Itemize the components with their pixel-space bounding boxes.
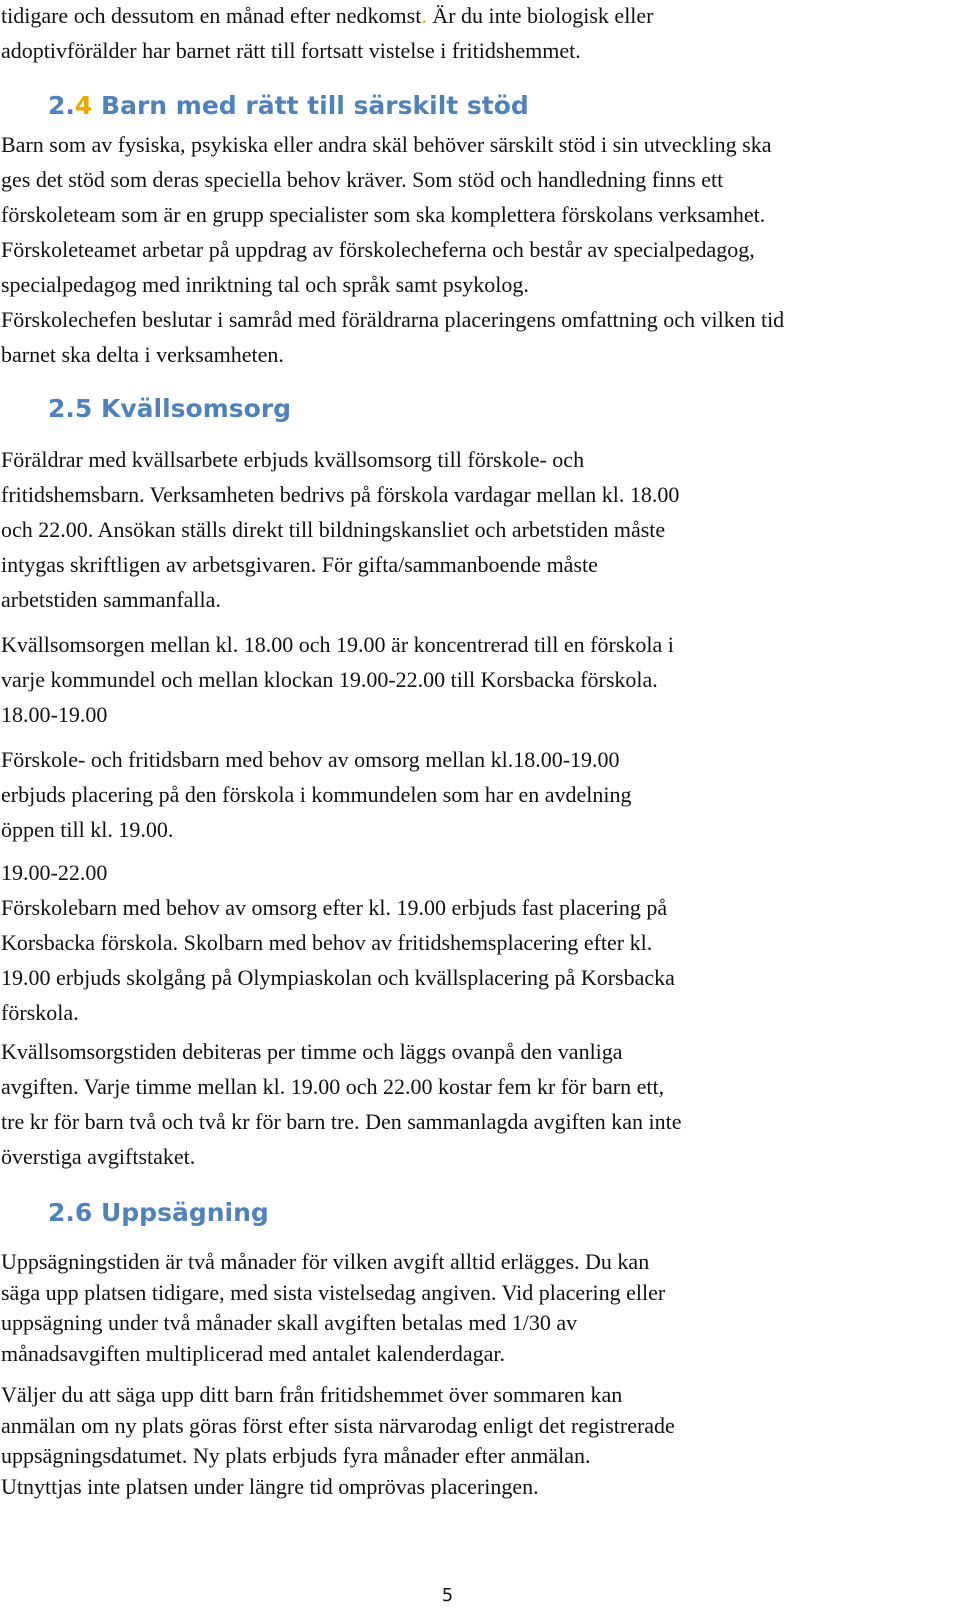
text-line: anmälan om ny plats göras först efter sista närvarodag enligt det registrerade — [1, 1412, 675, 1438]
section-2-6-para-1 — [1, 1247, 665, 1369]
text-line: och 22.00. Ansökan ställs direkt till bildningskansliet och arbetstiden måste — [1, 517, 666, 542]
text-line: månadsavgiften multiplicerad med antalet kalenderdagar. — [1, 1340, 505, 1366]
text-line: Barn som av fysiska, psykiska eller andra skäl behöver särskilt stöd i sin utveckling ska — [1, 132, 772, 157]
text-line: fritidshemsbarn. Verksamheten bedrivs på förskola vardagar mellan kl. 18.00 — [1, 482, 680, 507]
text-line: intygas skriftligen av arbetsgivaren. För gifta/sammanboende måste — [1, 552, 598, 577]
text-line: säga upp platsen tidigare, med sista vistelsedag angiven. Vid placering eller — [1, 1279, 666, 1305]
text-line: Föräldrar med kvällsarbete erbjuds kvällsomsorg till förskole- och — [1, 447, 585, 472]
text-line: uppsägning under två månader skall avgiften betalas med 1/30 av — [1, 1310, 578, 1335]
text-line: uppsägningsdatumet. Ny plats erbjuds fyra månader efter anmälan. — [1, 1443, 591, 1468]
text-line: avgiften. Varje timme mellan kl. 19.00 och 22.00 kostar fem kr för barn ett, — [1, 1074, 665, 1099]
text-line: Kvällsomsorgstiden debiteras per timme och läggs ovanpå den vanliga — [1, 1039, 623, 1064]
text-line: Förskolebarn med behov av omsorg efter kl. 19.00 erbjuds fast placering på — [1, 895, 668, 920]
intro-line-1: tidigare och dessutom en månad efter nedkomst. Är du inte biologisk eller — [1, 3, 654, 28]
section-2-4-body — [1, 127, 784, 372]
intro-paragraph — [1, 0, 654, 68]
section-2-6-heading: 2.6 Uppsägning — [48, 1198, 269, 1227]
section-2-5-heading: 2.5 Kvällsomsorg — [48, 394, 292, 423]
section-2-5-para-4 — [1, 855, 675, 1030]
text-line: tre kr för barn två och två kr för barn tre. Den sammanlagda avgiften kan inte — [1, 1109, 682, 1134]
text-line: erbjuds placering på den förskola i kommundelen som har en avdelning — [1, 782, 632, 807]
section-2-6-para-2 — [1, 1380, 675, 1502]
accent-dot: . — [421, 3, 427, 28]
text-line: specialpedagog med inriktning tal och språk samt psykolog. — [1, 272, 529, 297]
section-2-5-para-5 — [1, 1034, 682, 1174]
text-line: förskola. — [1, 1000, 79, 1025]
text-line: 19.00-22.00 — [1, 860, 108, 885]
text-line: 18.00-19.00 — [1, 702, 108, 727]
text-line: öppen till kl. 19.00. — [1, 817, 174, 842]
text-line: Korsbacka förskola. Skolbarn med behov av fritidshemsplacering efter kl. — [1, 930, 653, 955]
section-2-5-para-1 — [1, 442, 679, 617]
text-line: arbetstiden sammanfalla. — [1, 587, 221, 612]
text-line: Uppsägningstiden är två månader för vilken avgift alltid erlägges. Du kan — [1, 1249, 650, 1274]
text-line: förskoleteam som är en grupp specialister som ska komplettera förskolans verksamhet. — [1, 202, 766, 227]
section-2-5-para-3 — [1, 742, 632, 847]
text-line: Kvällsomsorgen mellan kl. 18.00 och 19.00 är koncentrerad till en förskola i — [1, 632, 674, 657]
section-2-5-para-2 — [1, 627, 674, 732]
text-line: 19.00 erbjuds skolgång på Olympiaskolan och kvällsplacering på Korsbacka — [1, 965, 675, 990]
text-line: Väljer du att säga upp ditt barn från fritidshemmet över sommaren kan — [1, 1382, 623, 1407]
page-number: 5 — [441, 1585, 454, 1606]
text-line: Utnyttjas inte platsen under längre tid omprövas placeringen. — [1, 1473, 539, 1499]
text-line: överstiga avgiftstaket. — [1, 1144, 196, 1169]
text-line: varje kommundel och mellan klockan 19.00-22.00 till Korsbacka förskola. — [1, 667, 658, 692]
section-2-4-heading: 2.4 Barn med rätt till särskilt stöd — [48, 91, 529, 120]
text-line: Förskoleteamet arbetar på uppdrag av förskolecheferna och består av specialpedagog, — [1, 237, 755, 262]
text-line: ges det stöd som deras speciella behov kräver. Som stöd och handledning finns ett — [1, 167, 724, 192]
text-line: barnet ska delta i verksamheten. — [1, 342, 284, 367]
text-line: Förskole- och fritidsbarn med behov av omsorg mellan kl.18.00-19.00 — [1, 747, 620, 772]
text-line: Förskolechefen beslutar i samråd med föräldrarna placeringens omfattning och vilken tid — [1, 307, 785, 332]
intro-line-2: adoptivförälder har barnet rätt till fortsatt vistelse i fritidshemmet. — [1, 38, 581, 63]
